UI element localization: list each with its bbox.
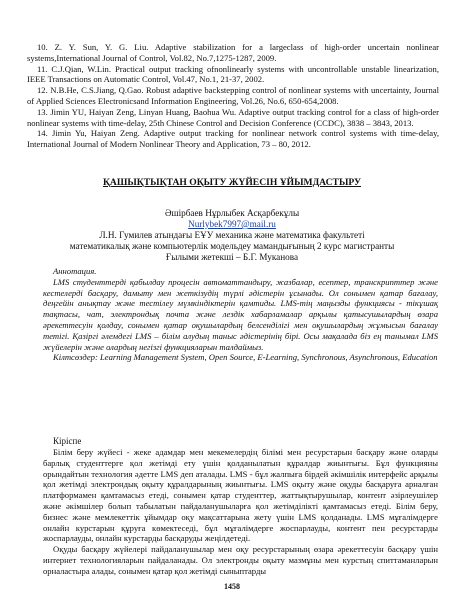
paper-title: ҚАШЫҚТЫҚТАН ОҚЫТУ ЖҮЙЕСІН ҰЙЫМДАСТЫРУ <box>102 177 362 188</box>
intro-paragraph: Оқуды басқару жүйелері пайдаланушылар мен оқу ресурстарының өзара әрекеттесуін басқару үшін интернет технологияларын пайдаланады. Ол электронды оқыту мазмұны мен курстың спиттаманларын орналастыра алады, сонымен қатар қол жетімді сынып​тарды <box>43 544 438 576</box>
author-block <box>0 208 464 263</box>
intro-heading: Кіріспе <box>53 436 82 446</box>
supervisor: Ғылыми жетекші – Б.Г. Муканова <box>165 252 299 262</box>
reference-item: 11. C.J.Qian, W.Lin. Practical output tracking ofnonlinearly systems with uncontrollable unstable linearization, IEEE Transactions on Automatic Control, Vol.47, No.1, 21-37, 2002. <box>27 63 439 85</box>
keywords: Кілтсөздер: Learning Management System, Open Source, E-Learning, Synchronous, Asynchronous, Education <box>53 352 438 363</box>
author-affiliation: Л.Н. Гумилев атындағы ЕҰУ механика және математика факультеті <box>99 230 365 240</box>
reference-item: 13. Jimin YU, Haiyan Zeng, Linyan Huang, Baohua Wu. Adaptive output tracking control for a class of high-order nonlinear systems with time-delay, 25th Chinese Control and Decision Conference (CCDC), 3838 – 3843, 2013. <box>27 106 439 128</box>
page-number: 1458 <box>224 582 240 591</box>
author-name: Әшірбаев Нұрлыбек Асқарбекұлы <box>164 208 300 218</box>
author-email-link[interactable]: Nurlybek7997@mail.ru <box>188 219 276 229</box>
abstract-text: LMS студенттерді қабылдау процесін автоматтандыру, жазбалар, есептер, транскрипттер және кестелерді басқару, дамыту мен жеткізудің түрлі әдістерін ұсынады. Ол сонымен қатар бағалау, деңгейін анықтау және тестілеу мүмкіндіктерін қамтиды. LMS-тің маңызды функциясы - тікұшақ тақтасы, чат, электрондық почта және лездік хабарламалар арқылы қатысушылардың өзара әрекеттесуін қолдау, сонымен қатар оқушылардың белсенділігі мен оқушылардың жұмысын бағалау тетігі. Қазіргі әлемдегі LMS – білім алудың таныс әдістерінің бірі. Осы мақалада біз ең танымал LMS жүйелерін және олардың негізгі функцияларын талдаймыз. <box>43 276 438 352</box>
reference-item: 10. Z. Y. Sun, Y. G. Liu. Adaptive stabilization for a largeclass of high-order uncertain nonlinear systems,International Journal of Control, Vol.82, No.7,1275-1287, 2009. <box>27 42 439 63</box>
intro-paragraph: Білім беру жүйесі - жеке адамдар мен мекемелердің білімі мен ресурстарын басқару және оларды барлық студенттерге қол жетімді ету үшін қолданылатын құралдар жиынтығы. Бұл функцияны орындайтын технология әдетте LMS деп аталады. LMS - бұл жалпыға бірдей әкімшілік интерфейс арқылы қол жетімді электрондық оқыту құралдарының жиынтығы. LMS оқыту және оқуды басқаруға арналған платформамен қамтамасыз етеді, сонымен қатар студенттер, жаттықтырушылар, контент әзірлеушілер және әкімшілер болып табылатын пайдаланушыларға қол жетімділікті қамтамасыз етеді. Білім беру, бизнес және мемлекеттік ұйымдар оқу мақсаттарына жету үшін LMS қолданады. LMS мұғалімдерге онлайн курстарын құруға көмектеседі, бұл мұғалімдерге жоспарлауды, контент пен ресурстарды жоспарлауды, онлайн курстарды басқаруды жеңілдетеді. <box>43 447 438 544</box>
reference-list <box>27 42 439 150</box>
abstract-section <box>43 266 438 363</box>
reference-item: 12. N.B.He, C.S.Jiang, Q.Gao. Robust adaptive backstepping control of nonlinear systems with uncertainty, Journal of Applied Sciences Electronicsand Information Engineering, Vol.26, No.6, 650-654,2008. <box>27 85 439 106</box>
author-program: математикалық және компьютерлік модельдеу мамандығының 2 курс магистранты <box>69 241 395 251</box>
reference-item: 14. Jimin Yu, Haiyan Zeng. Adaptive output tracking for nonlinear network control systems with time-delay, International Journal of Modern Nonlinear Theory and Application, 73 – 80, 2012. <box>27 128 439 150</box>
intro-section <box>43 447 438 577</box>
abstract-label: Аннотация. <box>53 266 97 276</box>
